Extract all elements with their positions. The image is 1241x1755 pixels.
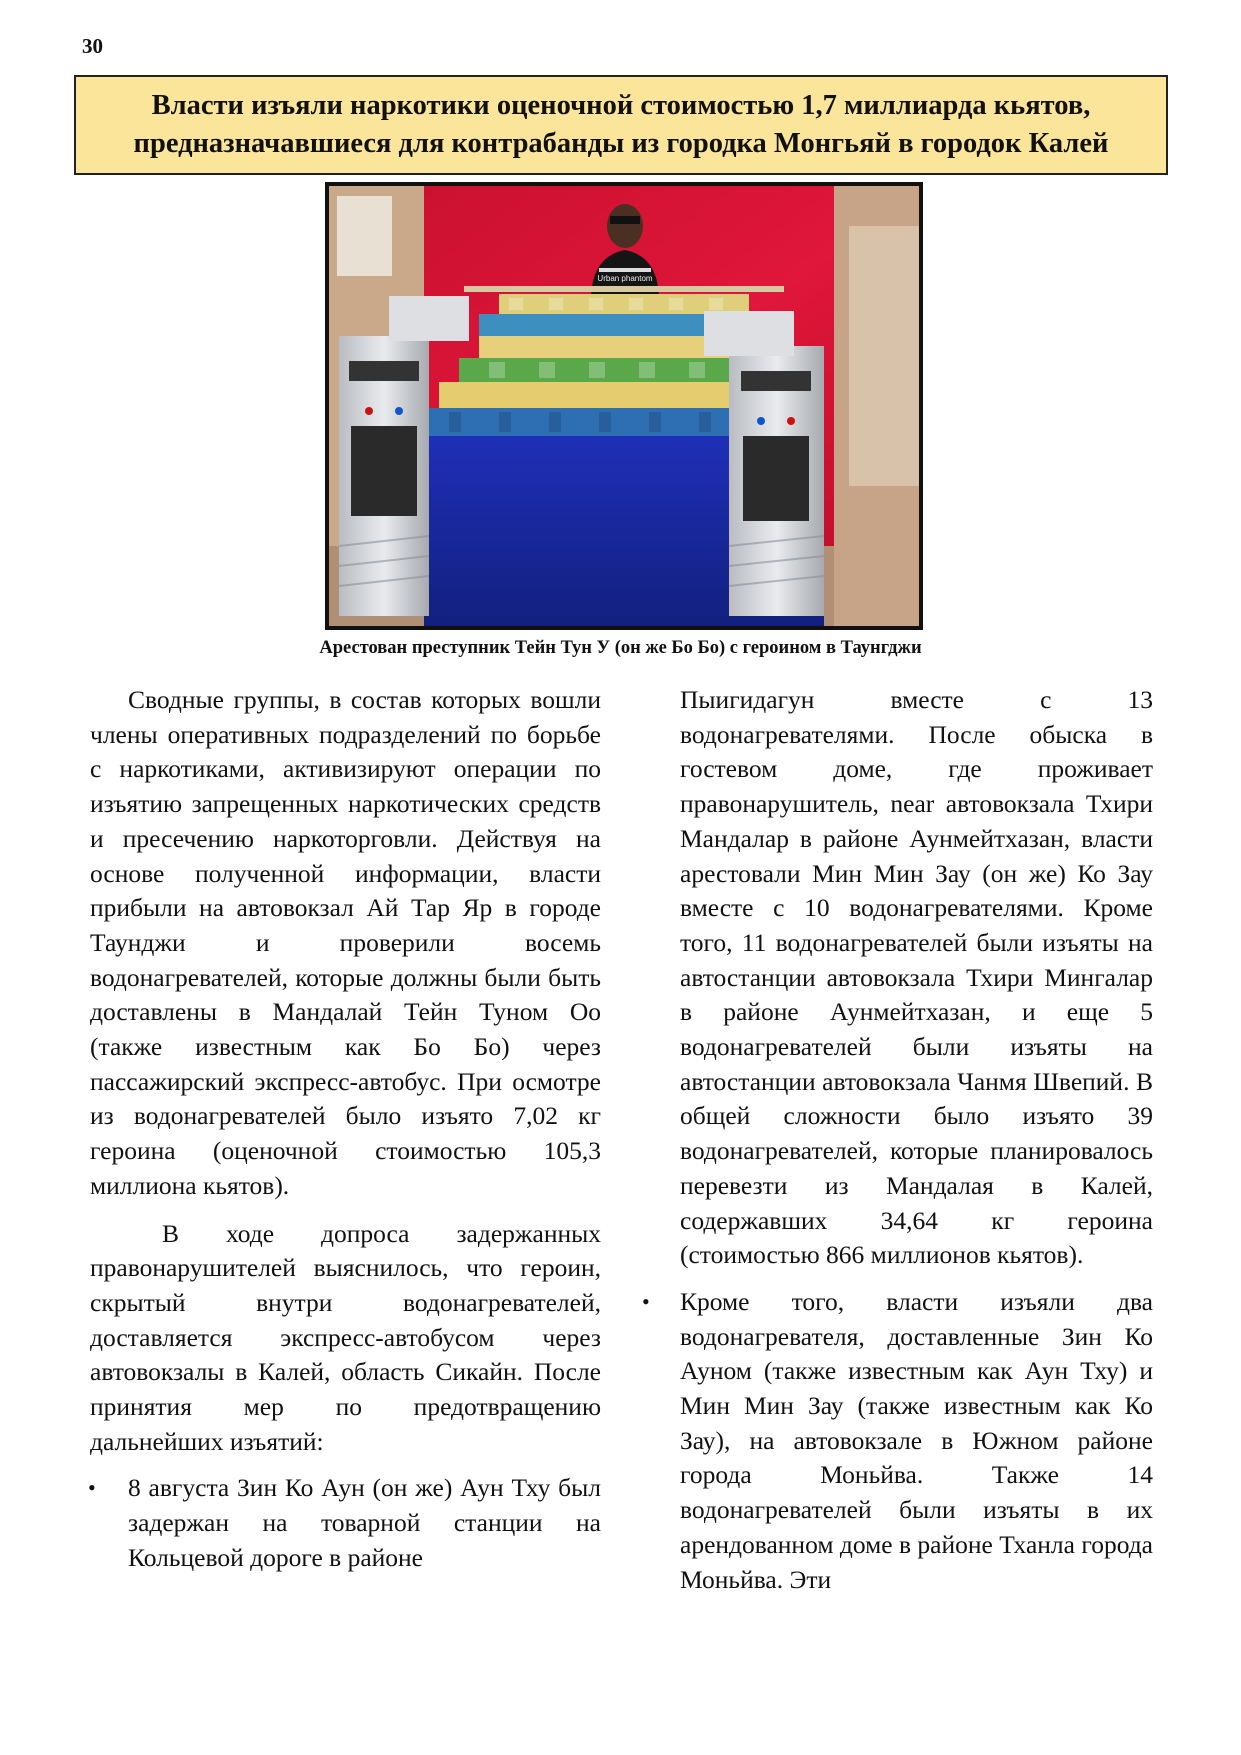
headline bbox=[134, 87, 1109, 163]
headline-box bbox=[74, 75, 1168, 175]
seizure-photo-illustration bbox=[329, 186, 919, 626]
news-photo bbox=[325, 182, 923, 630]
article-paragraph-2: В ходе допроса задержанных правонарушителей выяснилось, что героин, скрытый внутри водонагревателей, доставляется экспресс-автобусом через автовокзалы в Калей, область Сикайн. После принятия мер по предотвращению дальнейших изъятий: bbox=[90, 1218, 601, 1456]
bullet-item-1: • 8 августа Зин Ко Аун (он же) Аун Тху был задержан на товарной станции на Кольцевой дороге в районе bbox=[90, 1471, 601, 1575]
shirt-print-text: Urban phantom bbox=[597, 274, 653, 283]
page-number: 30 bbox=[82, 34, 103, 58]
article-paragraph-1: Сводные группы, в состав которых вошли члены оперативных подразделений по борьбе с наркотиками, активизируют операции по изъятию запрещенных наркотических средств и пресечению наркоторговли. Действуя на основе полученной информации, власти прибыли на автовокзал Ай Тар Яр в городе Таунджи и проверили восемь водонагревателей, которые должны были быть доставлены в Мандалай Тейн Туном Оо (также известным как Бо Бо) через пассажирский экспресс-автобус. При осмотре из водонагревателей было изъято 7,02 кг героина (оценочной стоимостью 105,3 миллиона кьятов). bbox=[90, 685, 601, 1200]
right-column bbox=[680, 683, 1153, 1597]
headline-line-2: предназначавшиеся для контрабанды из городка Монгьяй в городок Калей bbox=[133, 128, 1109, 159]
photo-caption: Арестован преступник Тейн Тун У (он же Бо Бо) с героином в Таунгджи bbox=[319, 638, 922, 658]
bullet-list bbox=[90, 1471, 601, 1575]
headline-line-1: Власти изъяли наркотики оценочной стоимостью 1,7 миллиарда кьятов, bbox=[151, 90, 1091, 121]
bullet-list-continued bbox=[680, 683, 1153, 1597]
bullet-item-2: • Кроме того, власти изъяли два водонагревателя, доставленные Зин Ко Ауном (также известным как Аун Тху) и Мин Мин Зау (также известным как Ко Зау), на автовокзале в Южном районе города Моньйва. Также 14 водонагревателей были изъяты в их арендованном доме в районе Тханла города Моньйва. Эти bbox=[680, 1285, 1153, 1597]
left-column bbox=[90, 683, 601, 1576]
bullet-item-1-continued: Пыигидагун вместе с 13 водонагревателями. После обыска в гостевом доме, где проживает правонарушитель, near автовокзала Тхири Мандалар в районе Аунмейтхазан, власти арестовали Мин Мин Зау (он же) Ко Зау вместе с 10 водонагревателями. Кроме того, 11 водонагревателей были изъяты на автостанции автовокзала Тхири Мингалар в районе Аунмейтхазан, и еще 5 водонагревателей были изъяты на автостанции автовокзала Чанмя Швепий. В общей сложности было изъято 39 водонагревателей, которые планировалось перевезти из Мандалая в Калей, содержавших 34,64 кг героина (стоимостью 866 миллионов кьятов). bbox=[680, 685, 1153, 1270]
